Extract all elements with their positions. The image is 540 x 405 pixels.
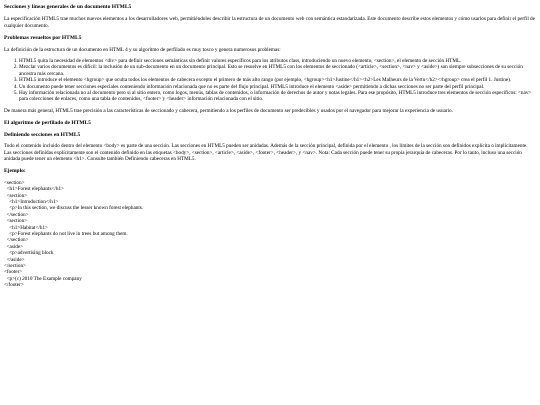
page-title: Secciones y líneas generales de un documento HTML5 xyxy=(4,4,132,10)
intro-paragraph: La especificación HTML5 trae muchos nuevos elementos a los desarrolladores web, permitiéndoles describir la estructura de un documento web con semántica estandarizada. Este documento describe estos elementos y cómo usarlos para definir el perfil de cualquier documento. xyxy=(4,16,535,29)
list-item: 4. Un documento puede tener secciones especiales conteniendo información relacionada que no es parte del flujo principal. HTML5 introduce el elemento <aside> permitiendo a dichas secciones no ser parte del perfil principal. xyxy=(19,84,536,90)
algorithm-text: Todo el contenido incluido dentro del elemento <body> es parte de una sección. Las secciones en HTML5 pueden ser anidadas. Además de la sección principal, definida por el elemento , los límites de la sección son definidos explícita o implícitamente. Las secciones definidas explícitamente son el contenido definido en las etiquetas <body>, <section>, <article>, <aside>, <footer>, <header>, y <nav>. Nota: Cada sección puede tener su propia jerarquía de cabeceras. Por lo tanto, incluso una sección anidada puede tener un elemento <h1>. Consulte también Definiendo cabeceras en HTML5. xyxy=(4,143,528,162)
code-example: <section> <h1>Forest elephants</h1> <section> <h1>Introduction</h1> <p>In this section, we discuss the lesser known forest elephants. </section> <section> <h1>Habitat</h1> <p>Forest elephants do not live in trees but among them. </section> <aside> <p>advertising block </aside> </section> <footer> <p>(c) 2010 The Example company </footer> xyxy=(4,179,144,289)
list-item: 5. Hay información relacionada no al documento pero si al sitio entero, como logos, menús, tablas de contenidos, o información de derechos de autor y notas legales. Para ese propósito, HTML5 introduce tres elementos de sección específicos: <nav> para colecciones de enlaces, como una tabla de contenidos, <footer> y <header> información relacionada con el sitio. xyxy=(19,90,536,103)
list-item: 2. Mezclar varios documentos es difícil: la inclusión de un sub-documento en un documento principal. Esto se resuelve en HTML5 con los elementos de seccionado (<article>, <section>, <nav> y <aside>) son siempre subsecciones de su sección ancestra más cercana. xyxy=(19,64,536,77)
list-item: 3. HTML5 introduce el elemento <hgroup> que oculta todos los elementos de cabecera excepto el primero de más alto rango (por ejemplo, <hgroup><h1>Justine</h1><h2>Les Malheurs de la Vertu</h2></hgroup> crea el perfil 1. Justine). xyxy=(19,77,536,83)
problems-list xyxy=(4,58,536,103)
problems-intro: La definición de la estructura de un documento en HTML 4 y su algoritmo de perfilado es muy tosco y genera numerosos problemas: xyxy=(4,46,281,53)
algorithm-heading: El algoritmo de perfilado de HTML5 xyxy=(4,120,91,127)
example-heading: Ejemplo: xyxy=(4,168,26,175)
sections-subheading: Definiendo secciones en HTML5 xyxy=(4,131,81,138)
problems-conclusion: De manera más general, HTML5 trae precisión a las características de seccionado y cabecera, permitiendo a los perfiles de documento ser predecibles y usados por el navegador para mejorar la experiencia de usuario. xyxy=(4,107,453,114)
problems-heading: Problemas resueltos por HTML5 xyxy=(4,35,82,42)
list-item: 1. HTML5 quita la necesidad de elementos <div> para definir secciones semánticas sin definir valores específicos para los atributos class, introduciendo un nuevo elemento, <section>, el elemento de sección HTML. xyxy=(19,58,536,64)
